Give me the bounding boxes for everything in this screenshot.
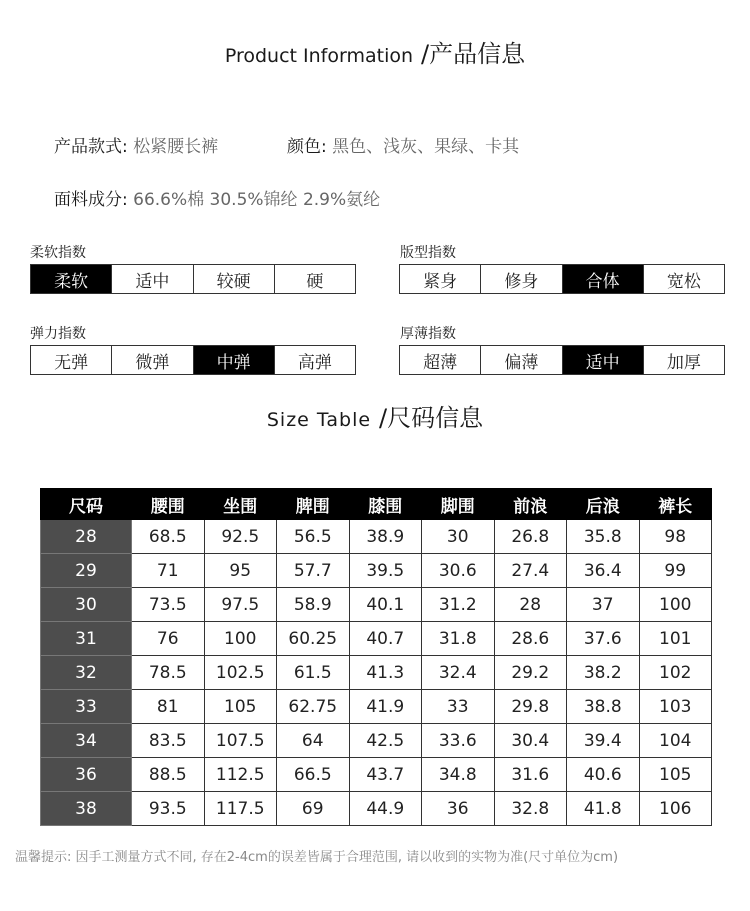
measurement-cell: 38.9 xyxy=(349,520,422,554)
measurement-cell: 41.9 xyxy=(349,690,422,724)
measurement-cell: 99 xyxy=(639,554,712,588)
measurement-cell: 98 xyxy=(639,520,712,554)
measurement-cell: 73.5 xyxy=(132,588,205,622)
measurement-cell: 105 xyxy=(639,758,712,792)
table-row xyxy=(41,554,712,588)
measurement-cell: 39.4 xyxy=(567,724,640,758)
measurement-cell: 40.6 xyxy=(567,758,640,792)
thickness-option: 超薄 xyxy=(423,352,458,373)
measurement-cell: 29.2 xyxy=(494,656,567,690)
spec-color xyxy=(287,132,519,157)
fit-option: 紧身 xyxy=(423,271,458,292)
thickness-option: 加厚 xyxy=(643,346,724,374)
measurement-cell: 37 xyxy=(567,588,640,622)
measurement-cell: 43.7 xyxy=(349,758,422,792)
table-row xyxy=(41,588,712,622)
measurement-cell: 28.6 xyxy=(494,622,567,656)
measurement-cell: 44.9 xyxy=(349,792,422,826)
measurement-cell: 104 xyxy=(639,724,712,758)
measurement-cell: 33 xyxy=(422,690,495,724)
measurement-cell: 95 xyxy=(204,554,277,588)
measurement-cell: 41.8 xyxy=(567,792,640,826)
measurement-cell: 33.6 xyxy=(422,724,495,758)
measurement-cell: 83.5 xyxy=(132,724,205,758)
table-row xyxy=(41,690,712,724)
spec-fabric-value: 66.6%棉 30.5%锦纶 2.9%氨纶 xyxy=(133,190,381,210)
measurement-cell: 62.75 xyxy=(277,690,350,724)
measurement-cell: 106 xyxy=(639,792,712,826)
measurement-cell: 30.6 xyxy=(422,554,495,588)
measurement-cell: 76 xyxy=(132,622,205,656)
size-table-header-cell: 后浪 xyxy=(567,489,640,520)
fit-label: 版型指数 xyxy=(400,245,456,261)
size-table-header-cell: 前浪 xyxy=(494,489,567,520)
product-info-title xyxy=(0,34,750,69)
measurement-cell: 97.5 xyxy=(204,588,277,622)
table-row xyxy=(41,656,712,690)
fit-option: 修身 xyxy=(480,265,561,293)
measurement-cell: 35.8 xyxy=(567,520,640,554)
measurement-cell: 30 xyxy=(422,520,495,554)
thickness-option: 偏薄 xyxy=(480,346,561,374)
size-cell: 29 xyxy=(41,554,132,588)
softness-option: 硬 xyxy=(274,265,355,293)
measurement-cell: 29.8 xyxy=(494,690,567,724)
measurement-cell: 28 xyxy=(494,588,567,622)
softness-label: 柔软指数 xyxy=(30,245,86,261)
size-table-header-cell: 坐围 xyxy=(204,489,277,520)
measurement-cell: 68.5 xyxy=(132,520,205,554)
thickness-label: 厚薄指数 xyxy=(400,326,456,342)
measurement-cell: 31.2 xyxy=(422,588,495,622)
measurement-cell: 102.5 xyxy=(204,656,277,690)
measurement-cell: 34.8 xyxy=(422,758,495,792)
spec-color-label: 颜色: xyxy=(287,137,327,157)
measurement-cell: 26.8 xyxy=(494,520,567,554)
elasticity-option: 高弹 xyxy=(274,346,355,374)
measurement-cell: 56.5 xyxy=(277,520,350,554)
size-cell: 33 xyxy=(41,690,132,724)
size-table-header-cell: 尺码 xyxy=(41,489,132,520)
size-cell: 28 xyxy=(41,520,132,554)
measurement-cell: 57.7 xyxy=(277,554,350,588)
measurement-cell: 41.3 xyxy=(349,656,422,690)
measurement-cell: 27.4 xyxy=(494,554,567,588)
spec-style xyxy=(54,132,218,157)
spec-style-label: 产品款式: xyxy=(54,137,128,157)
size-cell: 31 xyxy=(41,622,132,656)
size-cell: 36 xyxy=(41,758,132,792)
spec-color-value: 黑色、浅灰、果绿、卡其 xyxy=(332,137,520,157)
measurement-cell: 39.5 xyxy=(349,554,422,588)
spec-fabric-label: 面料成分: xyxy=(54,190,128,210)
measurement-cell: 60.25 xyxy=(277,622,350,656)
measurement-cell: 103 xyxy=(639,690,712,724)
size-table-title xyxy=(0,398,750,433)
elasticity-option: 微弹 xyxy=(111,346,192,374)
measurement-note: 温馨提示: 因手工测量方式不同, 存在2-4cm的误差皆属于合理范围, 请以收到的实物为准(尺寸单位为cm) xyxy=(15,850,619,865)
thickness-option: 适中 xyxy=(562,346,643,374)
measurement-cell: 78.5 xyxy=(132,656,205,690)
measurement-cell: 81 xyxy=(132,690,205,724)
elasticity-scale xyxy=(30,345,356,375)
measurement-cell: 101 xyxy=(639,622,712,656)
size-table-header xyxy=(41,489,712,520)
measurement-cell: 66.5 xyxy=(277,758,350,792)
measurement-cell: 69 xyxy=(277,792,350,826)
measurement-cell: 36.4 xyxy=(567,554,640,588)
elasticity-option: 无弹 xyxy=(54,352,89,373)
measurement-cell: 64 xyxy=(277,724,350,758)
measurement-cell: 31.8 xyxy=(422,622,495,656)
size-table-header-cell: 裤长 xyxy=(639,489,712,520)
measurement-cell: 92.5 xyxy=(204,520,277,554)
size-cell: 34 xyxy=(41,724,132,758)
measurement-cell: 40.7 xyxy=(349,622,422,656)
measurement-cell: 30.4 xyxy=(494,724,567,758)
elasticity-option: 中弹 xyxy=(193,346,274,374)
softness-option: 柔软 xyxy=(31,265,111,293)
softness-option: 适中 xyxy=(111,265,192,293)
table-row xyxy=(41,724,712,758)
size-table-header-cell: 膝围 xyxy=(349,489,422,520)
measurement-cell: 117.5 xyxy=(204,792,277,826)
size-table-header-cell: 腰围 xyxy=(132,489,205,520)
table-row xyxy=(41,792,712,826)
measurement-cell: 105 xyxy=(204,690,277,724)
elasticity-label: 弹力指数 xyxy=(30,326,86,342)
size-cell: 38 xyxy=(41,792,132,826)
size-cell: 32 xyxy=(41,656,132,690)
measurement-cell: 40.1 xyxy=(349,588,422,622)
size-table xyxy=(40,488,712,826)
fit-option: 合体 xyxy=(562,265,643,293)
spec-fabric xyxy=(54,185,380,210)
product-info-title-cn: /产品信息 xyxy=(421,40,526,68)
measurement-cell: 88.5 xyxy=(132,758,205,792)
measurement-cell: 36 xyxy=(422,792,495,826)
size-table-header-cell: 脾围 xyxy=(277,489,350,520)
table-row xyxy=(41,520,712,554)
measurement-cell: 93.5 xyxy=(132,792,205,826)
measurement-cell: 58.9 xyxy=(277,588,350,622)
measurement-cell: 71 xyxy=(132,554,205,588)
product-info-title-en: Product Information xyxy=(224,45,414,67)
measurement-cell: 38.8 xyxy=(567,690,640,724)
table-row xyxy=(41,622,712,656)
softness-scale xyxy=(30,264,356,294)
measurement-cell: 112.5 xyxy=(204,758,277,792)
softness-option: 较硬 xyxy=(193,265,274,293)
measurement-cell: 61.5 xyxy=(277,656,350,690)
size-table-title-en: Size Table xyxy=(266,409,372,431)
measurement-cell: 32.4 xyxy=(422,656,495,690)
measurement-cell: 100 xyxy=(639,588,712,622)
measurement-cell: 37.6 xyxy=(567,622,640,656)
measurement-cell: 31.6 xyxy=(494,758,567,792)
size-cell: 30 xyxy=(41,588,132,622)
measurement-cell: 102 xyxy=(639,656,712,690)
fit-option: 宽松 xyxy=(643,265,724,293)
fit-scale xyxy=(399,264,725,294)
table-row xyxy=(41,758,712,792)
thickness-scale xyxy=(399,345,725,375)
measurement-cell: 42.5 xyxy=(349,724,422,758)
spec-style-value: 松紧腰长裤 xyxy=(133,137,219,157)
size-table-header-cell: 脚围 xyxy=(422,489,495,520)
measurement-cell: 107.5 xyxy=(204,724,277,758)
measurement-cell: 32.8 xyxy=(494,792,567,826)
size-table-title-cn: /尺码信息 xyxy=(379,404,484,432)
measurement-cell: 38.2 xyxy=(567,656,640,690)
measurement-cell: 100 xyxy=(204,622,277,656)
